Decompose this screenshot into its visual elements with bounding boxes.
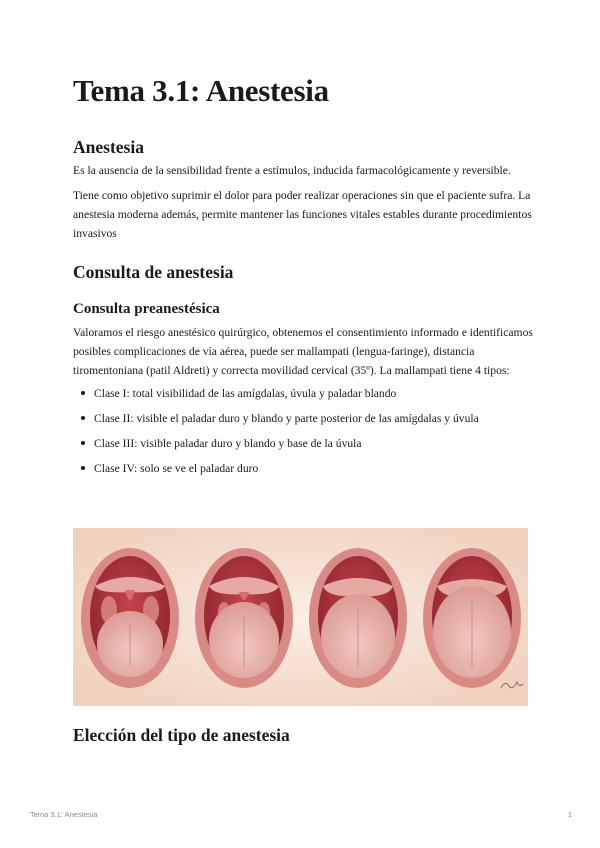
page-number: 1 xyxy=(567,810,572,819)
page-footer xyxy=(30,810,572,819)
mouth-clase-4 xyxy=(423,548,521,688)
list-item: Clase II: visible el paladar duro y blando y parte posterior de las amígdalas y úvula xyxy=(73,409,533,428)
paragraph-definition: Es la ausencia de la sensibilidad frente a estímulos, inducida farmacológicamente y reversible. xyxy=(73,164,511,177)
footer-title: Tema 3.1: Anestesia xyxy=(30,810,98,819)
page-title: Tema 3.1: Anestesia xyxy=(73,73,329,108)
page-content xyxy=(73,72,533,484)
subheading-preanestesica: Consulta preanestésica xyxy=(73,301,220,317)
mallampati-mouths-illustration xyxy=(73,528,528,706)
mouth-clase-2 xyxy=(195,548,293,688)
list-item: Clase IV: solo se ve el paladar duro xyxy=(73,459,533,478)
paragraph-objective: Tiene como objetivo suprimir el dolor para poder realizar operaciones sin que el paciente sufra. La anestesia moderna además, permite mantener las funciones vitales estables durante procedimientos invasivos xyxy=(73,189,532,240)
heading-consulta: Consulta de anestesia xyxy=(73,262,234,282)
paragraph-valoracion: Valoramos el riesgo anestésico quirúrgico, obtenemos el consentimiento informado e identificamos posibles complicaciones de vía aérea, puede ser mallampati (lengua-faringe), distancia tiromentoniana (patil Aldreti) y correcta movilidad cervical (35º). La mallampati tiene 4 tipos: xyxy=(73,326,533,377)
bullet-icon xyxy=(81,391,85,395)
list-item: Clase III: visible paladar duro y blando y base de la úvula xyxy=(73,434,533,453)
mouth-clase-1 xyxy=(81,548,179,688)
list-item: Clase I: total visibilidad de las amígdalas, úvula y paladar blando xyxy=(73,384,533,403)
bullet-icon xyxy=(81,466,85,470)
mouth-clase-3 xyxy=(309,548,407,688)
bullet-icon xyxy=(81,416,85,420)
heading-anestesia: Anestesia xyxy=(73,137,144,157)
bullet-icon xyxy=(81,441,85,445)
heading-eleccion: Elección del tipo de anestesia xyxy=(73,725,290,745)
mallampati-list xyxy=(73,384,533,478)
